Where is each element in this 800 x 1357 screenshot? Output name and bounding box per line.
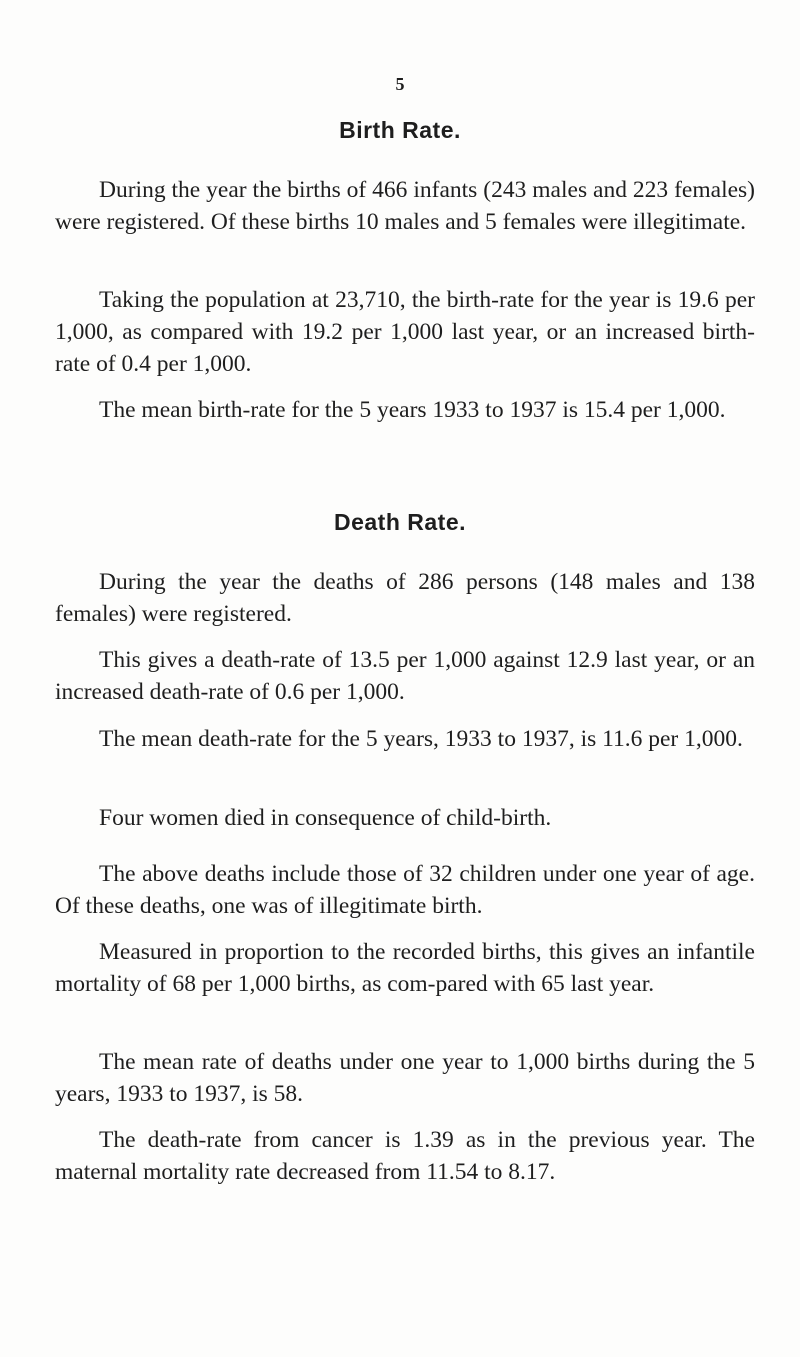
section-heading-birth-rate: Birth Rate. [339,117,461,143]
paragraph-mean-death-rate: The mean death-rate for the 5 years, 1933 to 1937, is 11.6 per 1,000. [99,726,743,752]
section-heading-death-rate: Death Rate. [333,509,467,535]
paragraph-maternal-deaths: Four women died in consequence of child-birth. [99,805,552,831]
paragraph-death-rate-comparison: This gives a death-rate of 13.5 per 1,000 against 12.9 last year, or an increased death-rate of 0.6 per 1,000. [55,647,755,705]
paragraph-infantile-mortality: Measured in proportion to the recorded births, this gives an infantile mortality of 68 per 1,000 births, as com-pared with 65 last year. [55,939,755,997]
paragraph-deaths-registered: During the year the deaths of 286 persons (148 males and 138 females) were registered. [55,569,755,627]
paragraph-mean-infant-death-rate: The mean rate of deaths under one year to 1,000 births during the 5 years, 1933 to 1937, is 58. [55,1049,755,1107]
page-number: 5 [395,74,405,94]
paragraph-birth-rate-comparison: Taking the population at 23,710, the birth-rate for the year is 19.6 per 1,000, as compared with 19.2 per 1,000 last year, or an increased birth-rate of 0.4 per 1,000. [55,287,755,377]
paragraph-cancer-maternal-rates: The death-rate from cancer is 1.39 as in the previous year. The maternal mortality rate decreased from 11.54 to 8.17. [55,1127,755,1185]
paragraph-mean-birth-rate: The mean birth-rate for the 5 years 1933 to 1937 is 15.4 per 1,000. [99,397,726,423]
paragraph-infant-deaths: The above deaths include those of 32 children under one year of age. Of these deaths, one was of illegitimate birth. [55,861,755,919]
paragraph-births-registered: During the year the births of 466 infants (243 males and 223 females) were registered. Of these births 10 males and 5 females were illegitimate. [55,177,755,235]
